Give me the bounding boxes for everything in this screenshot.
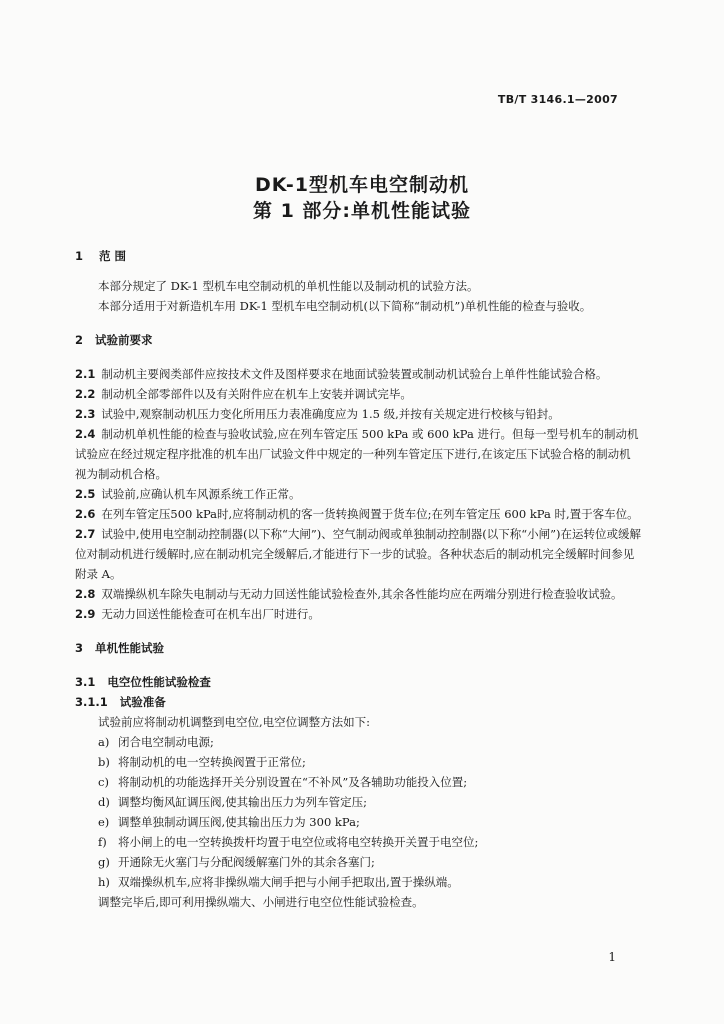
clause-text: 制动机全部零部件以及有关附件应在机车上安装并调试完毕。 [101,387,412,401]
list-text: 调整均衡风缸调压阀,使其输出压力为列车管定压; [118,795,368,809]
clause-2-9 [75,604,641,624]
clause-text: 试验中,使用电空制动控制器(以下称“大闸”)、空气制动阀或单独制动控制器(以下称“小闸”)在运转位或缓解位对制动机进行缓解时,应在制动机完全缓解后,才能进行下一步的试验。各种状态后的制动机完全缓解时间参见附录 A。 [75,527,641,581]
list-item-d [75,792,641,812]
list-item-h [75,872,641,892]
list-text: 双端操纵机车,应将非操纵端大闸手把与小闸手把取出,置于操纵端。 [118,875,459,889]
page-number: 1 [608,950,616,964]
clause-number: 2.8 [75,587,96,601]
standard-code: TB/T 3146.1—2007 [497,93,618,106]
subsection-title: 试验准备 [119,695,166,709]
document-title [0,172,724,224]
title-line-1: DK-1型机车电空制动机 [255,174,469,196]
list-letter: b) [98,755,110,769]
section-number: 1 [75,249,84,263]
list-text: 将制动机的功能选择开关分别设置在“不补风”及各辅助功能投入位置; [118,775,468,789]
intro-paragraph: 试验前应将制动机调整到电空位,电空位调整方法如下: [98,715,371,729]
list-letter: f) [98,835,107,849]
clause-number: 2.1 [75,367,96,381]
clause-text: 试验前,应确认机车风源系统工作正常。 [101,487,301,501]
list-text: 将制动机的电一空转换阀置于正常位; [118,755,306,769]
section-2-heading [75,330,641,350]
list-text: 调整单独制动调压阀,使其输出压力为 300 kPa; [118,815,360,829]
clause-2-8 [75,584,641,604]
list-text: 闭合电空制动电源; [118,735,214,749]
clause-text: 制动机单机性能的检查与验收试验,应在列车管定压 500 kPa 或 600 kPa 进行。但每一型号机车的制动机试验应在经过规定程序批准的机车出厂试验文件中规定的一种列车管定压下进行,在该定压下试验合格的制动机视为制动机合格。 [75,427,639,481]
clause-number: 2.3 [75,407,96,421]
clause-2-5 [75,484,641,504]
clause-2-1 [75,364,641,384]
section-number: 3 [75,641,84,655]
clause-text: 在列车管定压500 kPa时,应将制动机的客一货转换阀置于货车位;在列车管定压 600 kPa 时,置于客车位。 [101,507,639,521]
list-letter: g) [98,855,110,869]
document-body [75,246,641,912]
subsection-title: 电空位性能试验检查 [107,675,211,689]
list-text: 将小闸上的电一空转换拨杆均置于电空位或将电空转换开关置于电空位; [118,835,479,849]
subsection-3-1-heading [75,672,641,692]
clause-number: 2.7 [75,527,96,541]
list-item-a [75,732,641,752]
clause-number: 2.9 [75,607,96,621]
outro-paragraph: 调整完毕后,即可利用操纵端大、小闸进行电空位性能试验检查。 [98,895,424,909]
clause-2-3 [75,404,641,424]
list-letter: a) [98,735,110,749]
list-letter: d) [98,795,110,809]
list-item-g [75,852,641,872]
list-item-b [75,752,641,772]
list-letter: e) [98,815,110,829]
clause-number: 2.5 [75,487,96,501]
title-line-2: 第 1 部分:单机性能试验 [252,200,472,222]
clause-2-6 [75,504,641,524]
clause-number: 2.6 [75,507,96,521]
clause-2-4 [75,424,641,484]
clause-text: 制动机主要阀类部件应按技术文件及图样要求在地面试验装置或制动机试验台上单件性能试验合格。 [101,367,608,381]
clause-2-7 [75,524,641,584]
subsection-number: 3.1.1 [75,695,108,709]
list-letter: c) [98,775,109,789]
list-letter: h) [98,875,110,889]
clause-text: 双端操纵机车除失电制动与无动力回送性能试验检查外,其余各性能均应在两端分别进行检查验收试验。 [101,587,623,601]
clause-number: 2.4 [75,427,96,441]
list-item-f [75,832,641,852]
subsection-number: 3.1 [75,675,96,689]
clause-text: 试验中,观察制动机压力变化所用压力表准确度应为 1.5 级,并按有关规定进行校核与铅封。 [101,407,560,421]
section-1-heading [75,246,641,266]
section-title: 试验前要求 [95,333,153,347]
paragraph: 本部分适用于对新造机车用 DK-1 型机车电空制动机(以下简称“制动机”)单机性能的检查与验收。 [98,299,592,313]
clause-2-2 [75,384,641,404]
section-number: 2 [75,333,84,347]
list-text: 开通除无火塞门与分配阀缓解塞门外的其余各塞门; [118,855,375,869]
clause-text: 无动力回送性能检查可在机车出厂时进行。 [101,607,320,621]
list-item-c [75,772,641,792]
section-3-heading [75,638,641,658]
list-item-e [75,812,641,832]
section-title: 范 围 [99,249,127,263]
section-title: 单机性能试验 [95,641,165,655]
subsection-3-1-1-heading [75,692,641,712]
clause-number: 2.2 [75,387,96,401]
paragraph: 本部分规定了 DK-1 型机车电空制动机的单机性能以及制动机的试验方法。 [98,279,479,293]
